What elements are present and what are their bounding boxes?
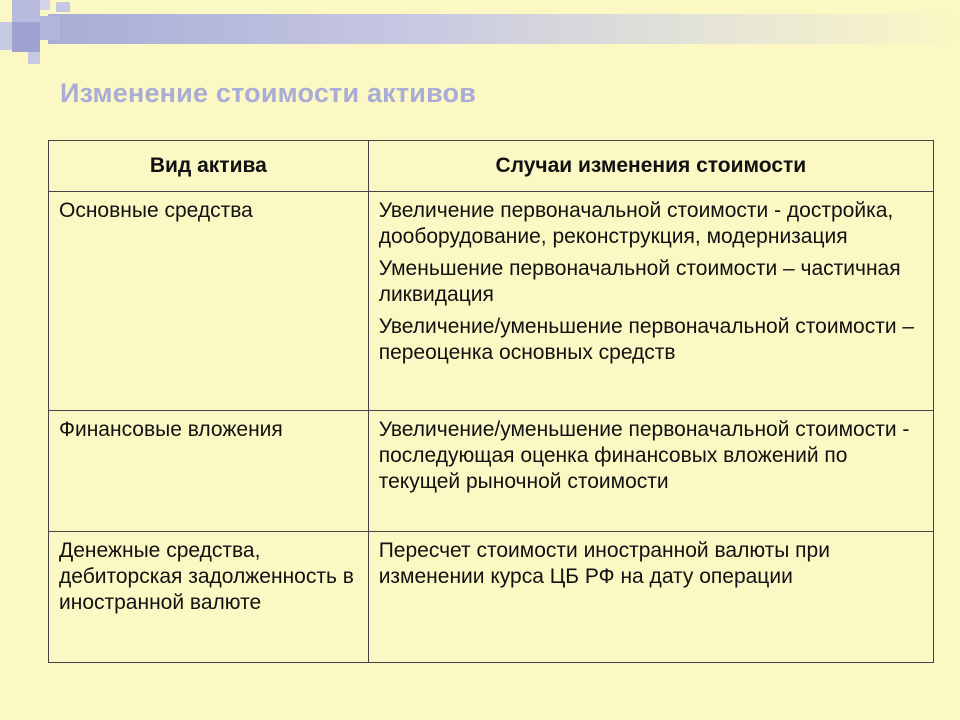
asset-type-cell: Денежные средства, дебиторская задолженность в иностранной валюте bbox=[49, 532, 369, 663]
header-gradient-bar bbox=[48, 14, 960, 44]
value-change-item: Увеличение первоначальной стоимости - достройка, дооборудование, реконструкция, модернизация bbox=[378, 199, 894, 248]
table-row bbox=[49, 192, 934, 411]
asset-type-cell: Финансовые вложения bbox=[49, 411, 369, 532]
table-row bbox=[49, 411, 934, 532]
value-change-item: Увеличение/уменьшение первоначальной стоимости – переоценка основных средств bbox=[378, 315, 915, 364]
value-change-cell bbox=[368, 192, 933, 411]
decor-square bbox=[40, 0, 50, 10]
asset-type-cell: Основные средства bbox=[49, 192, 369, 411]
decor-square bbox=[0, 22, 12, 50]
value-change-item: Уменьшение первоначальной стоимости – частичная ликвидация bbox=[378, 257, 901, 306]
decor-square bbox=[56, 2, 70, 12]
table-row bbox=[49, 532, 934, 663]
value-change-cell bbox=[368, 532, 933, 663]
header-value-change-cases: Случаи изменения стоимости bbox=[368, 141, 933, 192]
table-header-row bbox=[49, 141, 934, 192]
value-change-cell bbox=[368, 411, 933, 532]
decor-square bbox=[28, 52, 40, 64]
decor-square bbox=[40, 16, 60, 40]
value-change-item: Увеличение/уменьшение первоначальной стоимости - последующая оценка финансовых вложений по текущей рыночной стоимости bbox=[378, 418, 910, 493]
decor-square bbox=[12, 22, 40, 52]
header-asset-type: Вид актива bbox=[49, 141, 369, 192]
page-title: Изменение стоимости активов bbox=[60, 78, 477, 108]
decor-square bbox=[12, 0, 40, 22]
value-change-item: Пересчет стоимости иностранной валюты при изменении курса ЦБ РФ на дату операции bbox=[378, 539, 830, 588]
asset-value-table bbox=[48, 140, 934, 663]
